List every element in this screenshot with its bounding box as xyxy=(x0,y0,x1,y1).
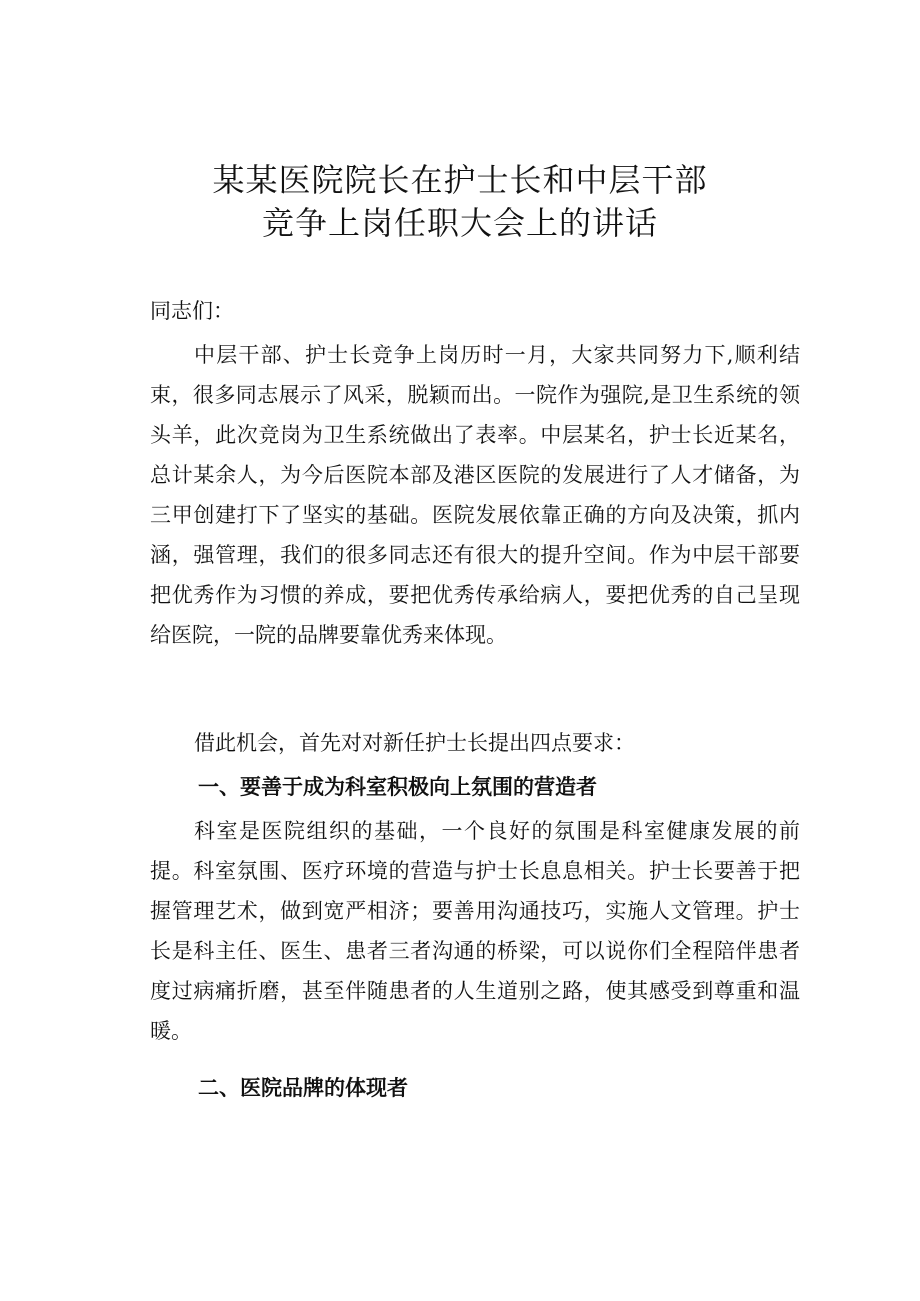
paragraph-section-1: 科室是医院组织的基础，一个良好的氛围是科室健康发展的前提。科室氛围、医疗环境的营造与护士长息息相关。护士长要善于把握管理艺术，做到宽严相济；要善用沟通技巧，实施人文管理。护士长是科主任、医生、患者三者沟通的桥梁，可以说你们全程陪伴患者度过病痛折磨，甚至伴随患者的人生道别之路，使其感受到尊重和温暖。 xyxy=(150,819,800,1043)
paragraph-intro: 中层干部、护士长竞争上岗历时一月，大家共同努力下,顺利结束，很多同志展示了风采，脱颖而出。一院作为强院,是卫生系统的领头羊，此次竞岗为卫生系统做出了表率。中层某名，护士长近某名，总计某余人，为今后医院本部及港区医院的发展进行了人才储备，为三甲创建打下了坚实的基础。医院发展依靠正确的方向及决策，抓内涵，强管理，我们的很多同志还有很大的提升空间。作为中层干部要把优秀作为习惯的养成，要把优秀传承给病人，要把优秀的自己呈现给医院，一院的品牌要靠优秀来体现。 xyxy=(150,343,800,647)
document-title-line-1: 某某医院院长在护士长和中层干部 xyxy=(212,161,708,199)
section-heading-2: 二、医院品牌的体现者 xyxy=(198,1076,408,1100)
salutation: 同志们： xyxy=(150,299,234,323)
section-heading-1: 一、要善于成为科室积极向上氛围的营造者 xyxy=(198,775,597,799)
paragraph-requirements-intro: 借此机会，首先对对新任护士长提出四点要求： xyxy=(194,731,635,755)
document-title-line-2: 竞争上岗任职大会上的讲话 xyxy=(261,204,658,242)
